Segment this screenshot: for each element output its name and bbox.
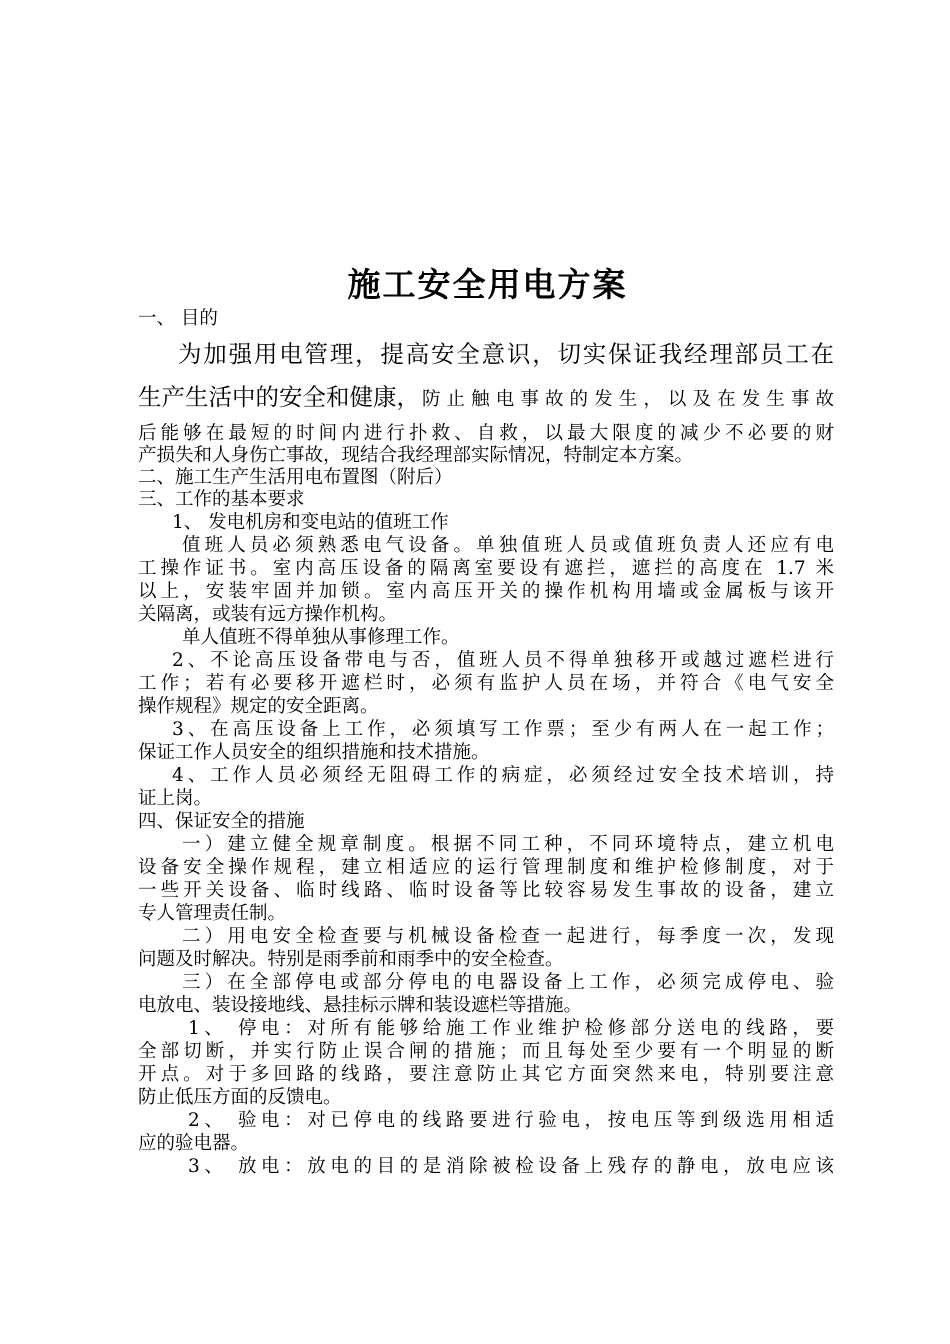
paragraph-line: 后能够在最短的时间内进行扑救、自救，以最大限度的减少不必要的财 <box>138 423 834 444</box>
paragraph-line: 3、在高压设备上工作，必须填写工作票；至少有两人在一起工作； <box>172 719 834 740</box>
paragraph-line: 一些开关设备、临时线路、临时设备等比较容易发生事故的设备，建立 <box>138 880 834 901</box>
paragraph-line: 电放电、装设接地线、悬挂标示牌和装设遮栏等措施。 <box>138 995 583 1016</box>
paragraph-line: 值班人员必须熟悉电气设备。单独值班人员或值班负责人还应有电 <box>182 535 834 556</box>
subheading: 1、 发电机房和变电站的值班工作 <box>172 512 449 533</box>
document-title: 施工安全用电方案 <box>347 265 628 304</box>
section-heading-layout: 二、施工生产生活用电布置图（附后） <box>138 467 453 488</box>
section-heading-measures: 四、保证安全的措施 <box>138 811 305 832</box>
paragraph-line: 2、不论高压设备带电与否，值班人员不得单独移开或越过遮栏进行 <box>172 650 834 671</box>
paragraph-line: 4、工作人员必须经无阻碍工作的病症，必须经过安全技术培训，持 <box>172 765 834 786</box>
paragraph-line: 应的验电器。 <box>138 1133 250 1154</box>
paragraph-line: 全部切断，并实行防止误合闸的措施；而且每处至少要有一个明显的断 <box>138 1041 834 1062</box>
paragraph-line: 操作规程》规定的安全距离。 <box>138 696 379 717</box>
paragraph-line: 工操作证书。室内高压设备的隔离室要设有遮拦，遮拦的高度在 1.7 米 <box>138 558 834 579</box>
paragraph-line: 保证工作人员安全的组织措施和技术措施。 <box>138 742 490 763</box>
paragraph-line: 一）建立健全规章制度。根据不同工种，不同环境特点，建立机电 <box>182 834 834 855</box>
paragraph-line: 为加强用电管理，提高安全意识，切实保证我经理部员工在 <box>178 340 834 368</box>
paragraph-line: 二）用电安全检查要与机械设备检查一起进行，每季度一次，发现 <box>182 926 834 947</box>
paragraph-line: 生产生活中的安全和健康， <box>138 383 420 411</box>
paragraph-line: 单人值班不得单独从事修理工作。 <box>182 627 460 648</box>
section-heading-requirements: 三、工作的基本要求 <box>138 489 305 510</box>
paragraph-line: 1、 停电：对所有能够给施工作业维护检修部分送电的线路，要 <box>188 1018 834 1039</box>
paragraph-line: 专人管理责任制。 <box>138 903 287 924</box>
paragraph-line: 2、 验电：对已停电的线路要进行验电，按电压等到级选用相适 <box>188 1110 834 1131</box>
paragraph-line: 设备安全操作规程，建立相适应的运行管理制度和维护检修制度，对于 <box>138 857 834 878</box>
paragraph-line: 产损失和人身伤亡事故，现结合我经理部实际情况，特制定本方案。 <box>138 445 694 466</box>
paragraph-line: 工作；若有必要移开遮栏时，必须有监护人员在场，并符合《电气安全 <box>138 673 834 694</box>
paragraph-line: 三）在全部停电或部分停电的电器设备上工作，必须完成停电、验 <box>182 972 834 993</box>
paragraph-line: 关隔离，或装有远方操作机构。 <box>138 604 398 625</box>
paragraph-line: 3、 放电：放电的目的是消除被检设备上残存的静电，放电应该 <box>188 1156 834 1177</box>
paragraph-line: 防止触电事故的发生，以及在发生事故 <box>422 389 834 410</box>
paragraph-line: 以上，安装牢固并加锁。室内高压开关的操作机构用墙或金属板与该开 <box>138 581 834 602</box>
section-heading-purpose: 一、 目的 <box>138 308 218 329</box>
paragraph-line: 防止低压方面的反馈电。 <box>138 1087 342 1108</box>
paragraph-line: 问题及时解决。特别是雨季前和雨季中的安全检查。 <box>138 949 564 970</box>
paragraph-line: 开点。对于多回路的线路，要注意防止其它方面突然来电，特别要注意 <box>138 1064 834 1085</box>
paragraph-line: 证上岗。 <box>138 788 213 809</box>
